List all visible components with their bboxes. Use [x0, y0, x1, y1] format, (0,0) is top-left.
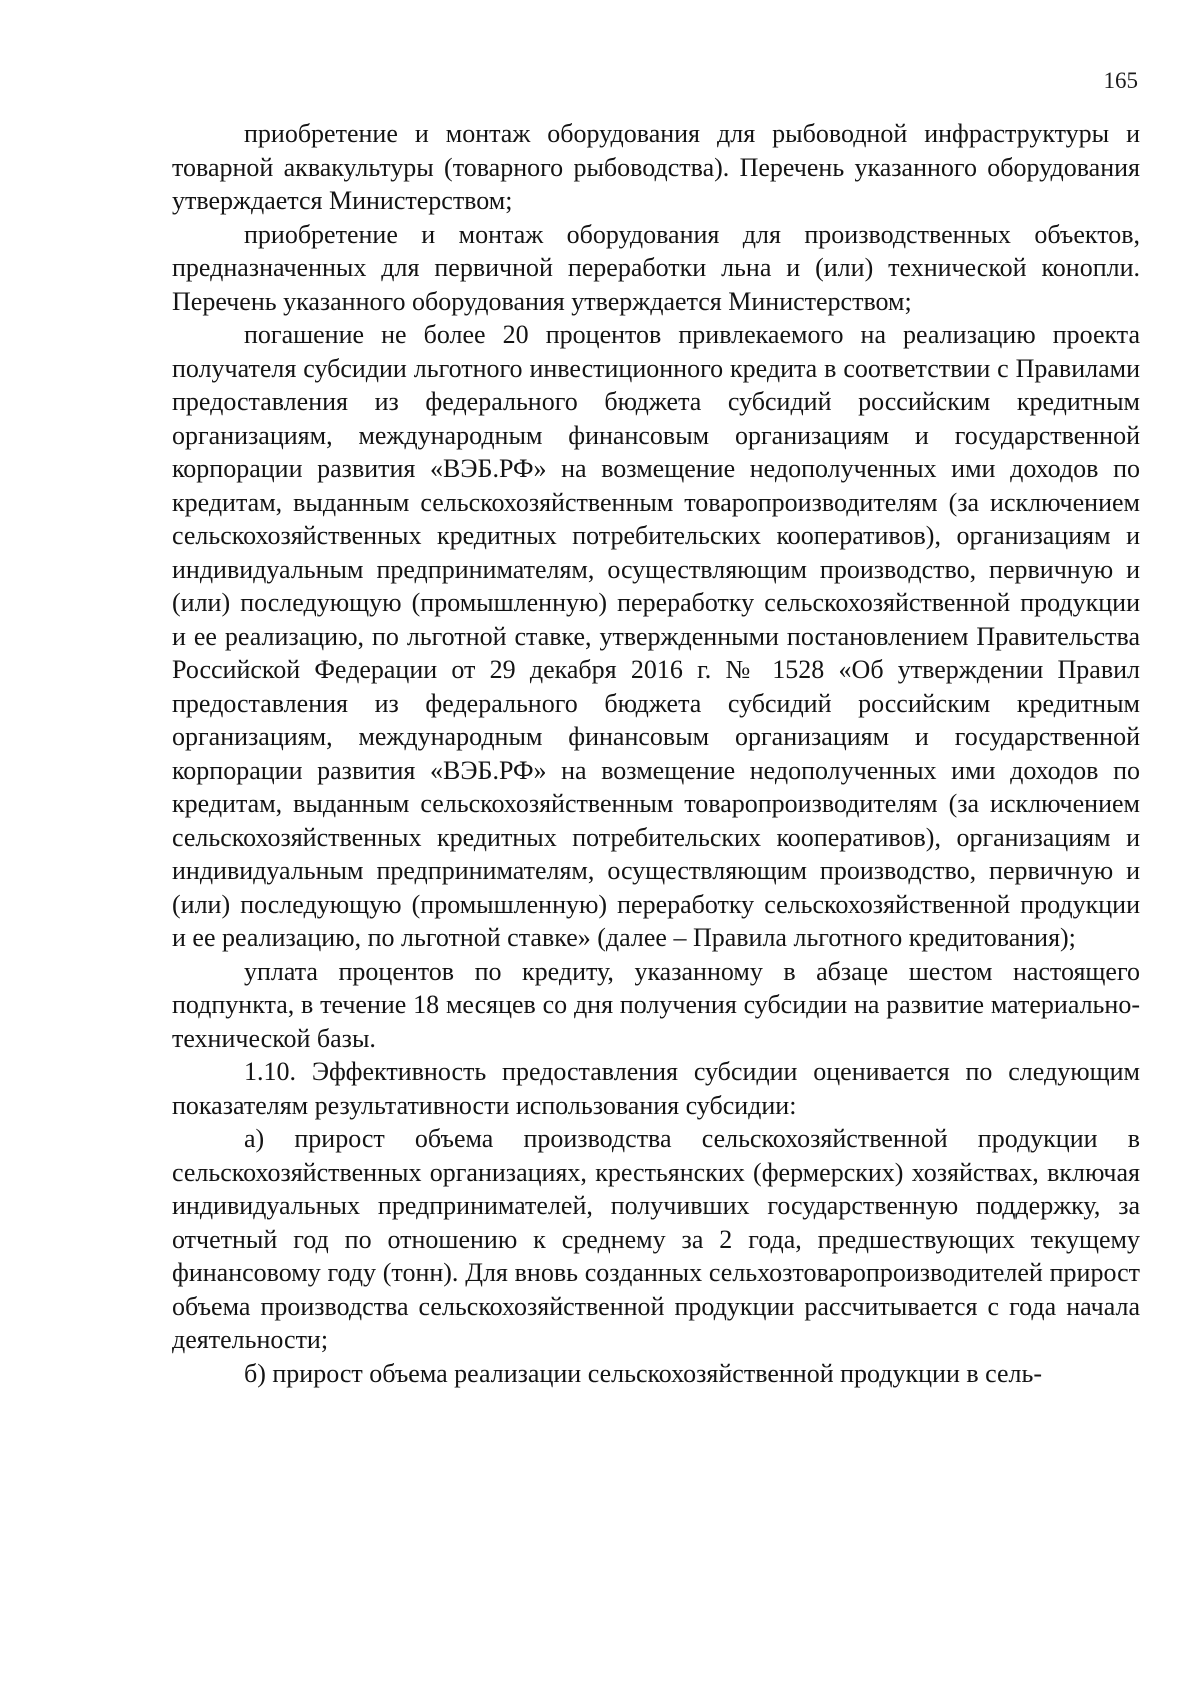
paragraph-flax-hemp-equipment: приобретение и монтаж оборудования для производственных объектов, предназначенных для первичной переработки льна и (или) технической конопли. Перечень указанного оборудования утверждается Министерством;	[172, 219, 1140, 316]
paragraph-indicator-a: а) прирост объема производства сельскохозяйственной продукции в сельскохозяйственных организациях, крестьянских (фермерских) хозяйствах, включая индивидуальных предпринимателей, получивших государственную поддержку, за отчетный год по отношению к среднему за 2 года, предшествующих текущему финансовому году (тонн). Для вновь созданных сельхозтоваропроизводителей прирост объема производства сельскохозяйственной продукции рассчитывается с года начала деятельности;	[172, 1124, 1140, 1354]
paragraph-indicator-b: б) прирост объема реализации сельскохозяйственной продукции в сель-	[244, 1358, 1043, 1388]
paragraph-preferential-credit-repayment: погашение не более 20 процентов привлекаемого на реализацию проекта получателя субсидии льготного инвестиционного кредита в соответствии с Правилами предоставления из федерального бюджета субсидий российским кредитным организациям, международным финансовым организациям и государственной корпорации развития «ВЭБ.РФ» на возмещение недополученных ими доходов по кредитам, выданным сельскохозяйственным товаропроизводителям (за исключением сельскохозяйственных кредитных потребительских кооперативов), организациям и индивидуальным предпринимателям, осуществляющим производство, первичную и (или) последующую (промышленную) переработку сельскохозяйственной продукции и ее реализацию, по льготной ставке, утвержденными постановлением Правительства Российской Федерации от 29 декабря 2016 г. № 1528 «Об утверждении Правил предоставления из федерального бюджета субсидий российским кредитным организациям, международным финансовым организациям и государственной корпорации развития «ВЭБ.РФ» на возмещение недополученных ими доходов по кредитам, выданным сельскохозяйственным товаропроизводителям (за исключением сельскохозяйственных кредитных потребительских кооперативов), организациям и индивидуальным предпринимателям, осуществляющим производство, первичную и (или) последующую (промышленную) переработку сельскохозяйственной продукции и ее реализацию, по льготной ставке» (далее – Правила льготного кредитования);	[172, 320, 1140, 952]
document-body	[172, 117, 1140, 1390]
paragraph-fish-farming-equipment: приобретение и монтаж оборудования для рыбоводной инфраструктуры и товарной аквакультуры (товарного рыбоводства). Перечень указанного оборудования утверждается Министерством;	[172, 119, 1140, 215]
page-number: 165	[1103, 68, 1138, 93]
paragraph-section-1-10: 1.10. Эффективность предоставления субсидии оценивается по следующим показателям результативности использования субсидии:	[172, 1057, 1140, 1120]
paragraph-interest-payment: уплата процентов по кредиту, указанному в абзаце шестом настоящего подпункта, в течение 18 месяцев со дня получения субсидии на развитие материально-технической базы.	[172, 956, 1140, 1053]
